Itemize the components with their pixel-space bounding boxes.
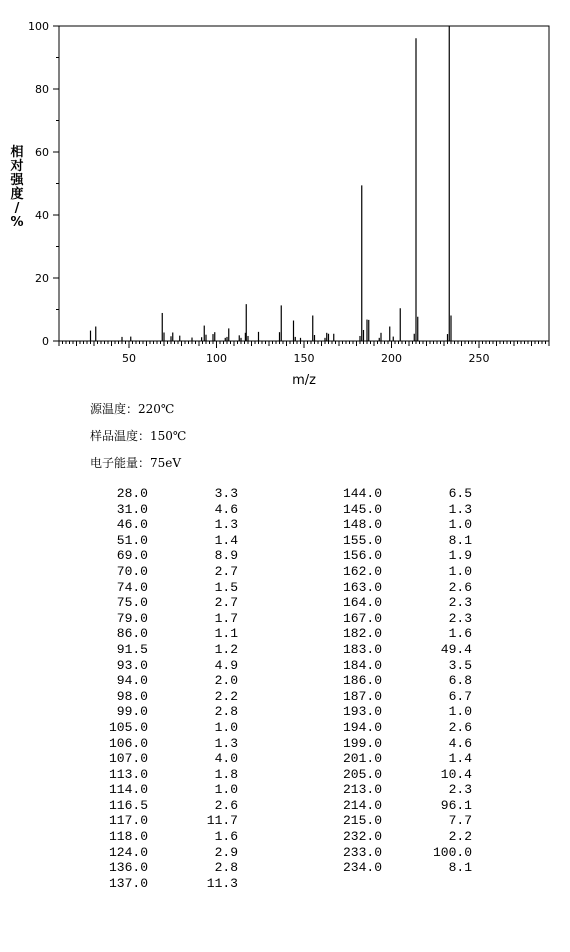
left-mz-cell: 28.0 [116, 486, 148, 501]
left-intensity-cell: 4.9 [214, 657, 238, 673]
left-intensity-cell: 2.6 [214, 797, 238, 813]
right-mz-cell: 193.0 [342, 704, 382, 720]
left-mz-cell: 79.0 [116, 610, 148, 626]
right-intensity-cell: 2.3 [448, 610, 472, 626]
left-mz-cell: 31.0 [116, 501, 148, 517]
left-mz-cell: 124.0 [108, 844, 148, 860]
right-intensity-cell: 1.3 [448, 501, 472, 517]
right-intensity-cell: 3.5 [448, 657, 472, 673]
x-tick-label: 250 [468, 352, 490, 365]
right-mz-cell: 213.0 [342, 782, 382, 798]
left-intensity-cell: 1.0 [214, 719, 238, 735]
left-intensity-cell: 2.2 [214, 688, 238, 704]
y-tick-label: 100 [28, 20, 49, 33]
right-mz-cell: 187.0 [342, 688, 382, 704]
source-temp-label: 源温度： [90, 402, 139, 416]
right-mz-cell: 163.0 [342, 579, 382, 595]
right-mz-cell: 233.0 [342, 844, 382, 860]
left-intensity-cell: 2.0 [214, 673, 238, 689]
right-mz-cell: 167.0 [342, 610, 382, 626]
left-intensity-cell: 1.7 [214, 610, 238, 626]
right-mz-cell: 186.0 [342, 673, 382, 689]
source-temp-value: 220℃ [138, 402, 175, 416]
left-intensity-cell: 3.3 [214, 486, 238, 501]
left-intensity-cell: 1.3 [214, 517, 238, 533]
right-intensity-cell: 10.4 [440, 766, 472, 782]
left-mz-cell: 136.0 [108, 860, 148, 876]
left-mz-cell: 75.0 [116, 595, 148, 611]
right-intensity-cell: 1.0 [448, 517, 472, 533]
right-mz-cell: 182.0 [342, 626, 382, 642]
right-mz-cell: 201.0 [342, 751, 382, 767]
left-mz-cell: 113.0 [108, 766, 148, 782]
left-mz-cell: 91.5 [116, 641, 148, 657]
left-intensity-cell: 4.6 [214, 501, 238, 517]
left-intensity-cell: 1.5 [214, 579, 238, 595]
y-tick-label: 0 [42, 335, 49, 348]
right-intensity-cell: 2.6 [448, 719, 472, 735]
left-mz-cell: 137.0 [108, 875, 148, 891]
left-mz-cell: 99.0 [116, 704, 148, 720]
right-mz-cell: 145.0 [342, 501, 382, 517]
energy-value: 75eV [150, 456, 182, 470]
right-intensity-cell: 2.6 [448, 579, 472, 595]
left-mz-cell: 107.0 [108, 751, 148, 767]
left-intensity-cell: 1.1 [214, 626, 238, 642]
mass-spectrum-chart [0, 0, 570, 400]
left-mz-cell: 118.0 [108, 829, 148, 845]
right-intensity-cell: 6.7 [448, 688, 472, 704]
right-intensity-cell: 4.6 [448, 735, 472, 751]
left-intensity-cell: 2.8 [214, 860, 238, 876]
left-intensity-cell: 11.7 [206, 813, 238, 829]
left-intensity-cell: 11.3 [206, 875, 238, 891]
left-mz-cell: 114.0 [108, 782, 148, 798]
left-mz-cell: 46.0 [116, 517, 148, 533]
right-mz-cell: 194.0 [342, 719, 382, 735]
right-mz-cell: 205.0 [342, 766, 382, 782]
left-mz-cell: 93.0 [116, 657, 148, 673]
peak-table-right-intensity [414, 486, 472, 876]
y-axis-title: 相对强度/ % [10, 145, 24, 230]
left-intensity-cell: 2.7 [214, 563, 238, 579]
left-mz-cell: 70.0 [116, 563, 148, 579]
left-intensity-cell: 2.8 [214, 704, 238, 720]
left-intensity-cell: 4.0 [214, 751, 238, 767]
peak-table-right-mz [324, 486, 382, 876]
left-intensity-cell: 1.0 [214, 782, 238, 798]
left-intensity-cell: 1.2 [214, 641, 238, 657]
right-intensity-cell: 1.0 [448, 704, 472, 720]
right-intensity-cell: 1.4 [448, 751, 472, 767]
left-mz-cell: 94.0 [116, 673, 148, 689]
left-mz-cell: 116.5 [108, 797, 148, 813]
y-tick-label: 40 [35, 209, 49, 222]
left-mz-cell: 98.0 [116, 688, 148, 704]
right-mz-cell: 234.0 [342, 860, 382, 876]
sample-temp-value: 150℃ [150, 429, 187, 443]
left-mz-cell: 69.0 [116, 548, 148, 564]
left-intensity-cell: 1.8 [214, 766, 238, 782]
x-axis-title: m/z [292, 373, 316, 388]
y-tick-label: 20 [35, 272, 49, 285]
left-mz-cell: 86.0 [116, 626, 148, 642]
right-intensity-cell: 49.4 [440, 641, 472, 657]
right-intensity-cell: 100.0 [432, 844, 472, 860]
x-tick-label: 50 [122, 352, 136, 365]
left-intensity-cell: 2.7 [214, 595, 238, 611]
sample-temperature [90, 427, 186, 444]
left-mz-cell: 51.0 [116, 532, 148, 548]
right-mz-cell: 156.0 [342, 548, 382, 564]
x-tick-label: 150 [293, 352, 315, 365]
right-mz-cell: 148.0 [342, 517, 382, 533]
x-tick-label: 200 [381, 352, 402, 365]
right-mz-cell: 144.0 [342, 486, 382, 501]
right-mz-cell: 199.0 [342, 735, 382, 751]
left-mz-cell: 105.0 [108, 719, 148, 735]
left-intensity-cell: 1.3 [214, 735, 238, 751]
energy-label: 电子能量： [90, 456, 151, 470]
electron-energy [90, 454, 181, 471]
right-mz-cell: 183.0 [342, 641, 382, 657]
right-mz-cell: 214.0 [342, 797, 382, 813]
x-tick-label: 100 [206, 352, 227, 365]
left-mz-cell: 74.0 [116, 579, 148, 595]
peak-table-left-intensity [180, 486, 238, 891]
right-intensity-cell: 6.5 [448, 486, 472, 501]
right-mz-cell: 164.0 [342, 595, 382, 611]
right-intensity-cell: 2.3 [448, 595, 472, 611]
right-mz-cell: 215.0 [342, 813, 382, 829]
right-intensity-cell: 1.0 [448, 563, 472, 579]
right-intensity-cell: 7.7 [448, 813, 472, 829]
left-mz-cell: 106.0 [108, 735, 148, 751]
y-tick-label: 60 [35, 146, 49, 159]
peak-table-left-mz [90, 486, 148, 891]
source-temperature [90, 400, 174, 417]
right-intensity-cell: 2.2 [448, 829, 472, 845]
sample-temp-label: 样品温度： [90, 429, 151, 443]
left-intensity-cell: 1.6 [214, 829, 238, 845]
right-intensity-cell: 8.1 [448, 860, 472, 876]
right-intensity-cell: 2.3 [448, 782, 472, 798]
right-intensity-cell: 96.1 [440, 797, 472, 813]
right-intensity-cell: 1.6 [448, 626, 472, 642]
right-intensity-cell: 8.1 [448, 532, 472, 548]
left-intensity-cell: 2.9 [214, 844, 238, 860]
right-mz-cell: 232.0 [342, 829, 382, 845]
y-tick-label: 80 [35, 83, 49, 96]
right-intensity-cell: 6.8 [448, 673, 472, 689]
left-intensity-cell: 8.9 [214, 548, 238, 564]
left-intensity-cell: 1.4 [214, 532, 238, 548]
right-mz-cell: 155.0 [342, 532, 382, 548]
right-mz-cell: 162.0 [342, 563, 382, 579]
right-mz-cell: 184.0 [342, 657, 382, 673]
plot-frame [59, 26, 549, 341]
right-intensity-cell: 1.9 [448, 548, 472, 564]
left-mz-cell: 117.0 [108, 813, 148, 829]
